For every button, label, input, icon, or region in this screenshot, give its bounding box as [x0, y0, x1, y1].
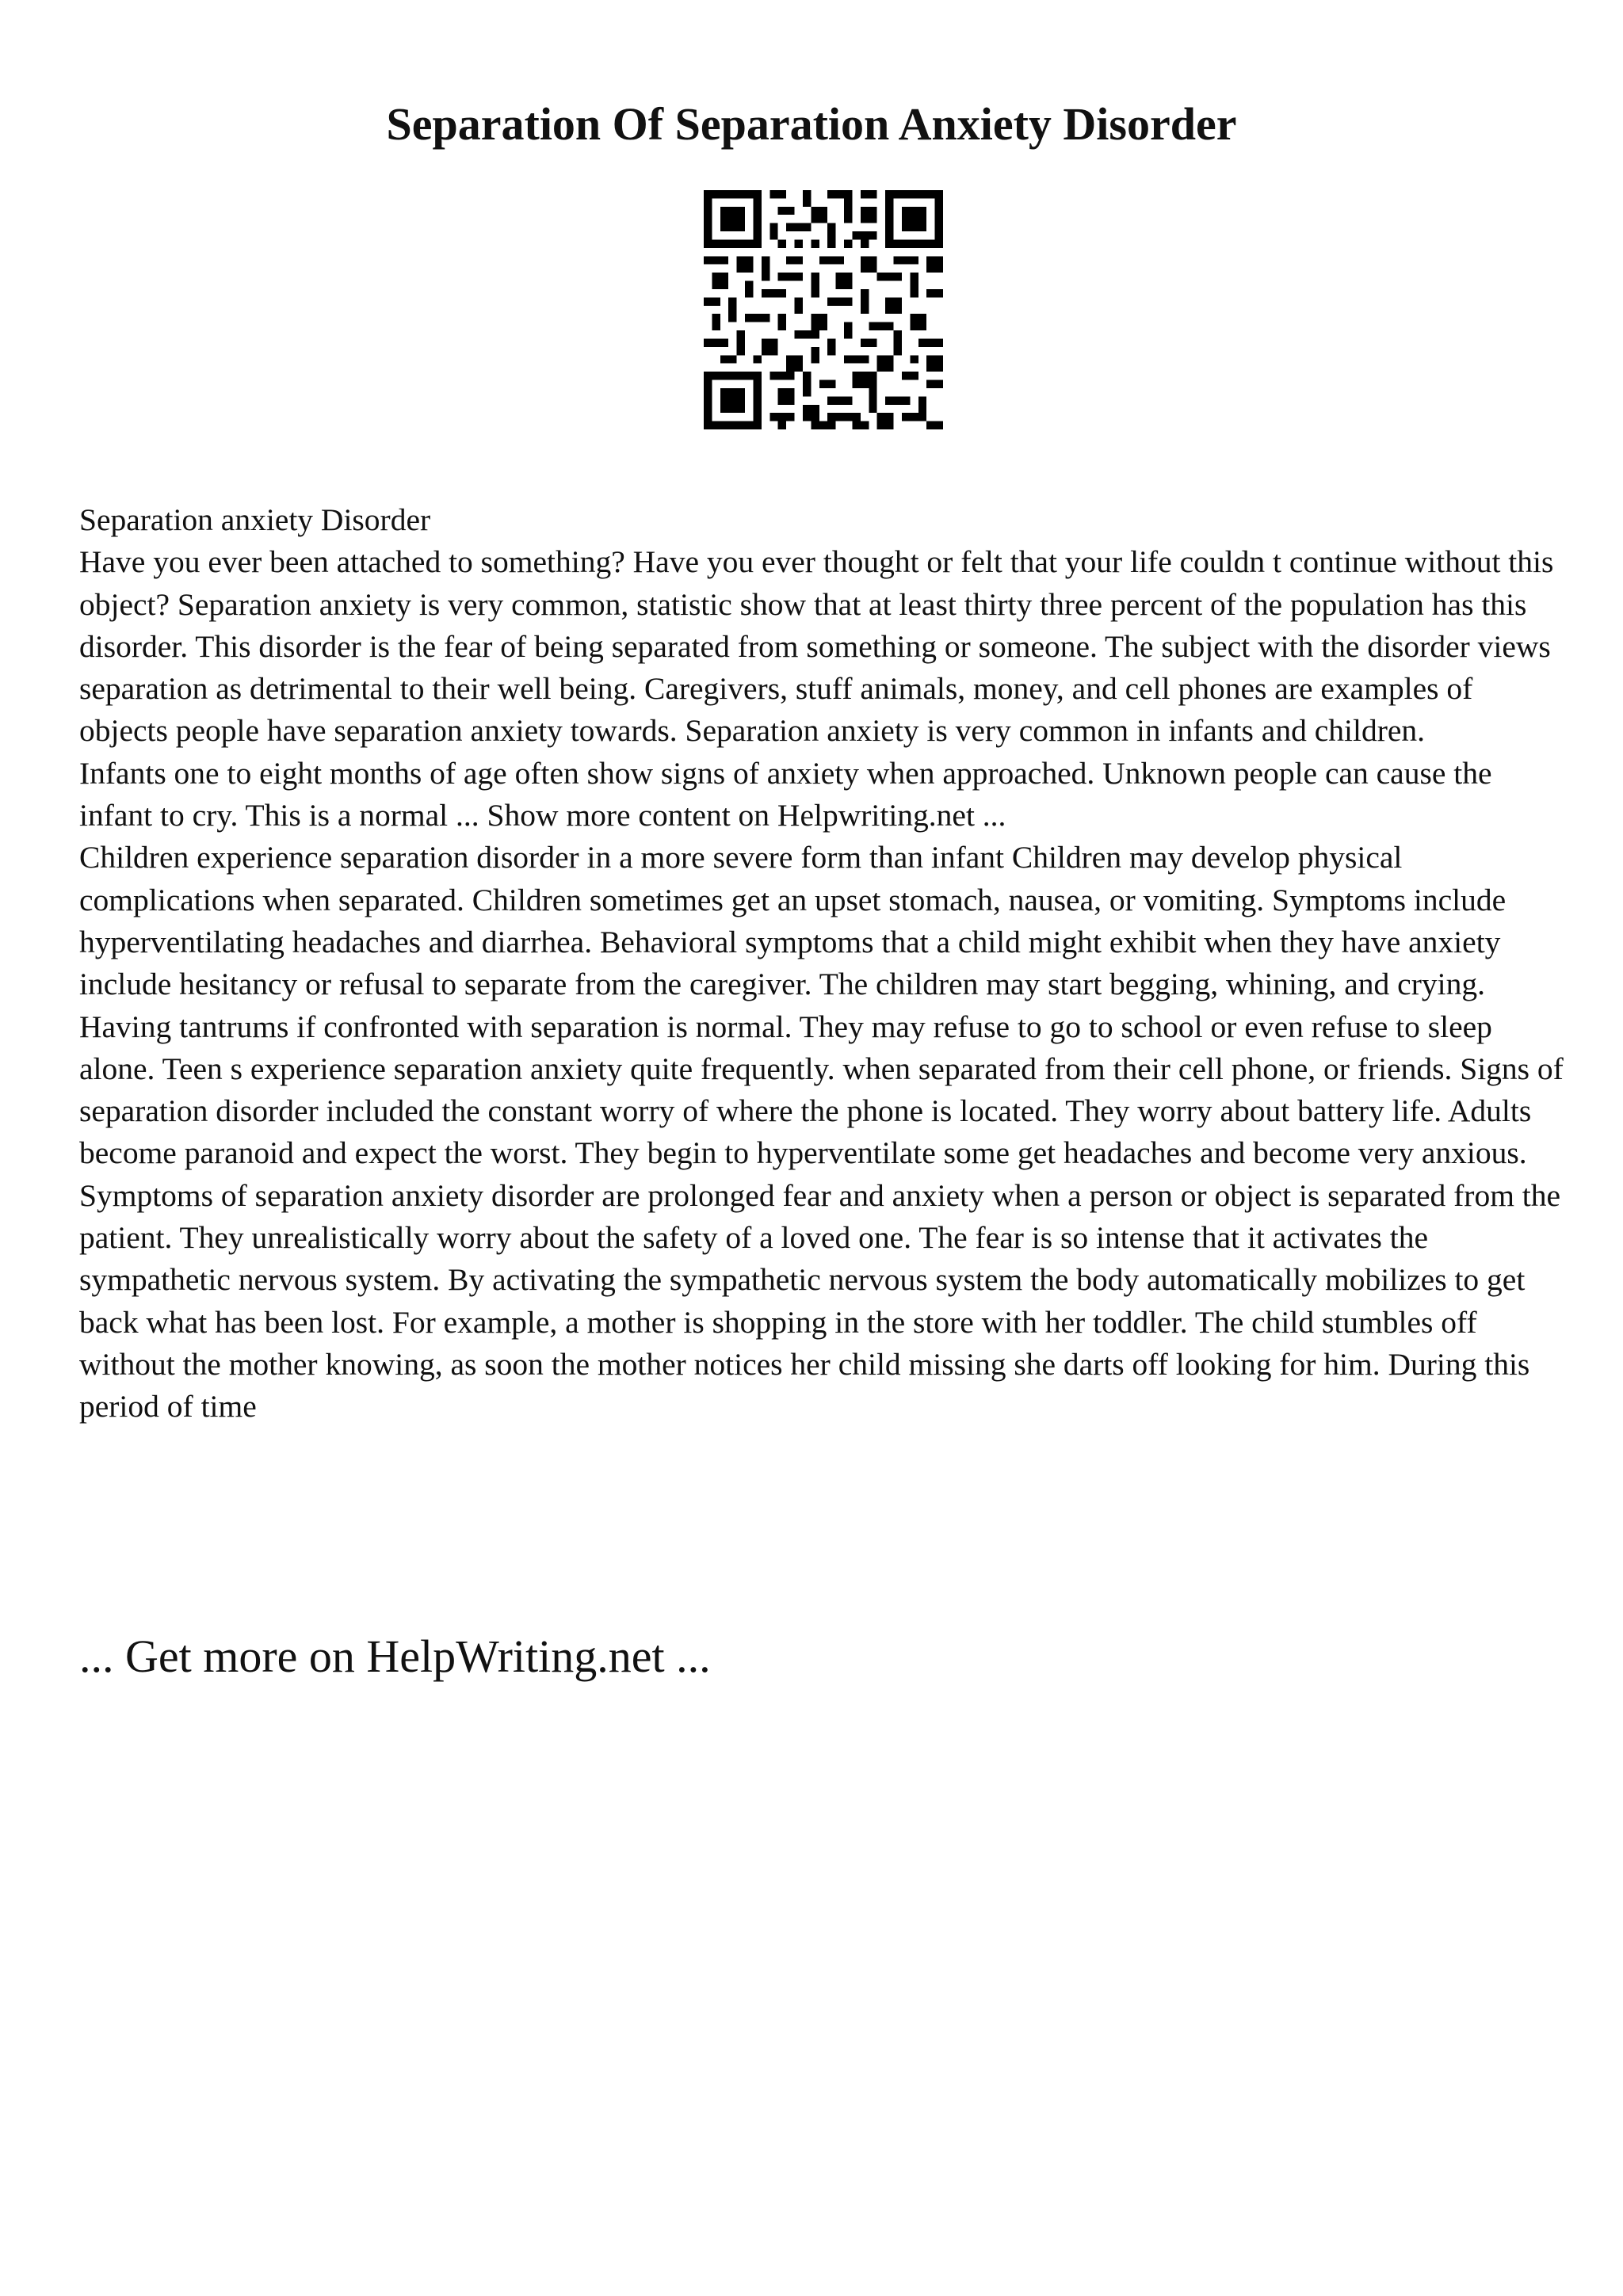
get-more-link[interactable]: ... Get more on HelpWriting.net ...	[79, 1630, 711, 1682]
paragraph: Children experience separation disorder in a more severe form than infant Children may develop physical complications when separated. Children sometimes get an upset stomach, nausea, or vomiting. Symptoms include hyperventilating headaches and diarrhea. Behavioral symptoms that a child might exhibit when they have anxiety include hesitancy or refusal to separate from the caregiver. The children may start begging, whining, and crying. Having tantrums if confronted with separation is normal. They may refuse to go to school or even refuse to sleep alone. Teen s experience separation anxiety quite frequently. when separated from their cell phone, or friends. Signs of separation disorder included the constant worry of where the phone is located. They worry about battery life. Adults become paranoid and expect the worst. They begin to hyperventilate some get headaches and become very anxious.	[79, 840, 1564, 1171]
page-title: Separation Of Separation Anxiety Disorder	[386, 98, 1237, 150]
article-body	[79, 499, 1569, 1428]
article-heading-line: Separation anxiety Disorder	[79, 502, 431, 537]
paragraph: Infants one to eight months of age often show signs of anxiety when approached. Unknown people can cause the infant to cry. This is a normal ... Show more content on Helpwriting.net ...	[79, 755, 1492, 833]
paragraph: Symptoms of separation anxiety disorder are prolonged fear and anxiety when a person or object is separated from the patient. They unrealistically worry about the safety of a loved one. The fear is so intense that it activates the sympathetic nervous system. By activating the sympathetic nervous system the body automatically mobilizes to get back what has been lost. For example, a mother is shopping in the store with her toddler. The child stumbles off without the mother knowing, as soon the mother notices her child missing she darts off looking for him. During this period of time	[79, 1177, 1561, 1425]
qr-code-icon	[704, 190, 943, 429]
paragraph: Have you ever been attached to something? Have you ever thought or felt that your life couldn t continue without this object? Separation anxiety is very common, statistic show that at least thirty three percent of the population has this disorder. This disorder is the fear of being separated from something or someone. The subject with the disorder views separation as detrimental to their well being. Caregivers, stuff animals, money, and cell phones are examples of objects people have separation anxiety towards. Separation anxiety is very common in infants and children.	[79, 544, 1554, 749]
